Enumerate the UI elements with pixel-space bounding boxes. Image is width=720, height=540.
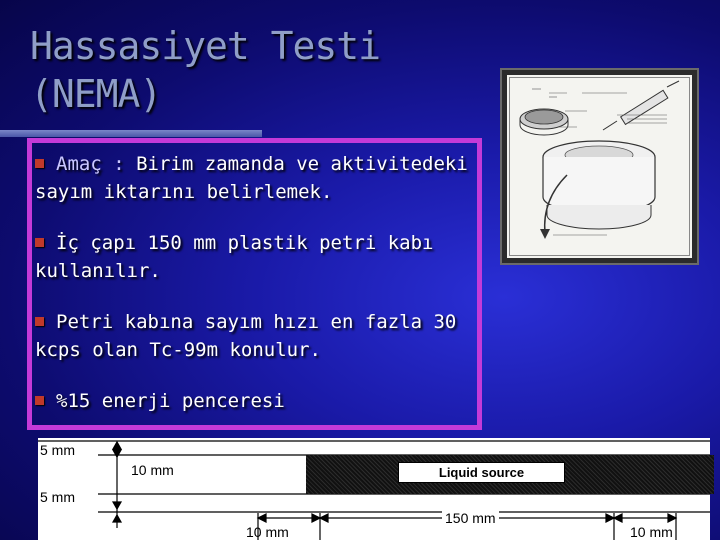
title-line-2: (NEMA): [30, 72, 162, 116]
liquid-source-label: Liquid source: [398, 462, 565, 483]
phantom-illustration: [502, 70, 697, 263]
label-5mm-top: 5 mm: [40, 442, 75, 458]
label-10mm-left: 10 mm: [246, 524, 289, 540]
bullet-highlight: Amaç :: [56, 153, 125, 175]
bullet-text: Petri kabına sayım hızı en fazla 30 kcps olan Tc-99m konulur.: [35, 311, 457, 361]
bullet-item: [35, 150, 475, 206]
bullet-list: [35, 150, 475, 438]
liquid-source-diagram: [38, 438, 710, 540]
bullet-marker-icon: [35, 396, 44, 405]
bullet-marker-icon: [35, 238, 44, 247]
label-10mm-right: 10 mm: [630, 524, 673, 540]
phantom-drawing: [507, 75, 692, 258]
liquid-source-region: [306, 455, 714, 494]
slide-title: [30, 22, 380, 118]
bullet-item: [35, 308, 475, 364]
title-underline: [0, 130, 262, 137]
bullet-marker-icon: [35, 317, 44, 326]
bullet-text: %15 enerji penceresi: [56, 390, 285, 412]
label-150mm: 150 mm: [442, 510, 499, 526]
bullet-marker-icon: [35, 159, 44, 168]
bullet-text: İç çapı 150 mm plastik petri kabı kullanılır.: [35, 232, 434, 282]
label-5mm-middle: 5 mm: [40, 489, 75, 505]
title-line-1: Hassasiyet Testi: [30, 24, 381, 68]
label-10mm-middle: 10 mm: [131, 462, 174, 478]
bullet-item: [35, 387, 475, 415]
bullet-text: Birim zamanda ve aktivitedeki sayım iktarını belirlemek.: [35, 153, 468, 203]
bullet-item: [35, 229, 475, 285]
